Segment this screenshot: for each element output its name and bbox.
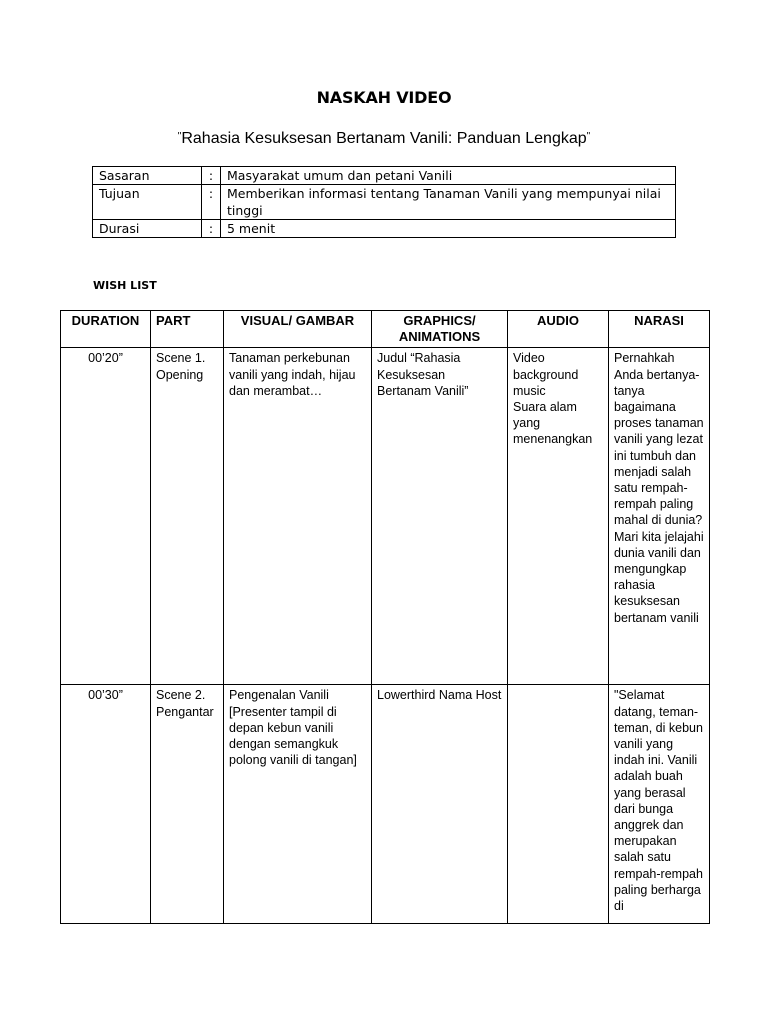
info-row-durasi <box>93 220 676 238</box>
cell-visual: Tanaman perkebunan vanili yang indah, hijau dan merambat… <box>224 348 372 685</box>
info-value: Memberikan informasi tentang Tanaman Vanili yang mempunyai nilai tinggi <box>221 185 676 220</box>
cell-graphics: Lowerthird Nama Host <box>372 685 508 924</box>
cell-duration: 00’20” <box>61 348 151 685</box>
cell-audio <box>508 685 609 924</box>
header-audio: AUDIO <box>508 311 609 348</box>
subtitle-quote-close: " <box>586 131 591 142</box>
table-row <box>61 348 710 685</box>
subtitle-text: Rahasia Kesuksesan Bertanam Vanili: Panduan Lengkap <box>181 130 587 147</box>
cell-part: Scene 2. Pengantar <box>151 685 224 924</box>
cell-duration: 00’30” <box>61 685 151 924</box>
info-colon: : <box>202 220 221 238</box>
cell-graphics: Judul “Rahasia Kesuksesan Bertanam Vanili” <box>372 348 508 685</box>
info-value: Masyarakat umum dan petani Vanili <box>221 167 676 185</box>
subtitle-quote-open: " <box>177 131 182 142</box>
cell-narasi: Pernahkah Anda bertanya-tanya bagaimana proses tanaman vanili yang lezat ini tumbuh dan menjadi salah satu rempah-rempah paling mahal di dunia? Mari kita jelajahi dunia vanili dan mengungkap rahasia kesuksesan bertanam vanili <box>609 348 710 685</box>
table-row <box>61 685 710 924</box>
header-graphics: GRAPHICS/ ANIMATIONS <box>372 311 508 348</box>
info-colon: : <box>202 167 221 185</box>
info-row-tujuan <box>93 185 676 220</box>
cell-visual: Pengenalan Vanili [Presenter tampil di depan kebun vanili dengan semangkuk polong vanili di tangan] <box>224 685 372 924</box>
info-row-sasaran <box>93 167 676 185</box>
cell-audio: Video background music Suara alam yang menenangkan <box>508 348 609 685</box>
cell-part: Scene 1. Opening <box>151 348 224 685</box>
wish-list-table <box>60 310 710 924</box>
cell-narasi-text: "Selamat datang, teman-teman, di kebun vanili yang indah ini. Vanili adalah buah yang berasal dari bunga anggrek dan merupakan salah satu rempah-rempah paling berharga di <box>614 688 703 914</box>
info-table <box>92 166 676 238</box>
header-part: PART <box>151 311 224 348</box>
header-visual: VISUAL/ GAMBAR <box>224 311 372 348</box>
info-colon: : <box>202 185 221 220</box>
info-label: Durasi <box>93 220 202 238</box>
header-duration: DURATION <box>61 311 151 348</box>
cell-narasi <box>609 685 710 924</box>
info-value: 5 menit <box>221 220 676 238</box>
info-label: Tujuan <box>93 185 202 220</box>
table-header-row <box>61 311 710 348</box>
header-narasi: NARASI <box>609 311 710 348</box>
document-subtitle <box>0 130 768 148</box>
document-title: NASKAH VIDEO <box>316 88 452 107</box>
info-label: Sasaran <box>93 167 202 185</box>
wish-list-heading: WISH LIST <box>93 279 157 292</box>
